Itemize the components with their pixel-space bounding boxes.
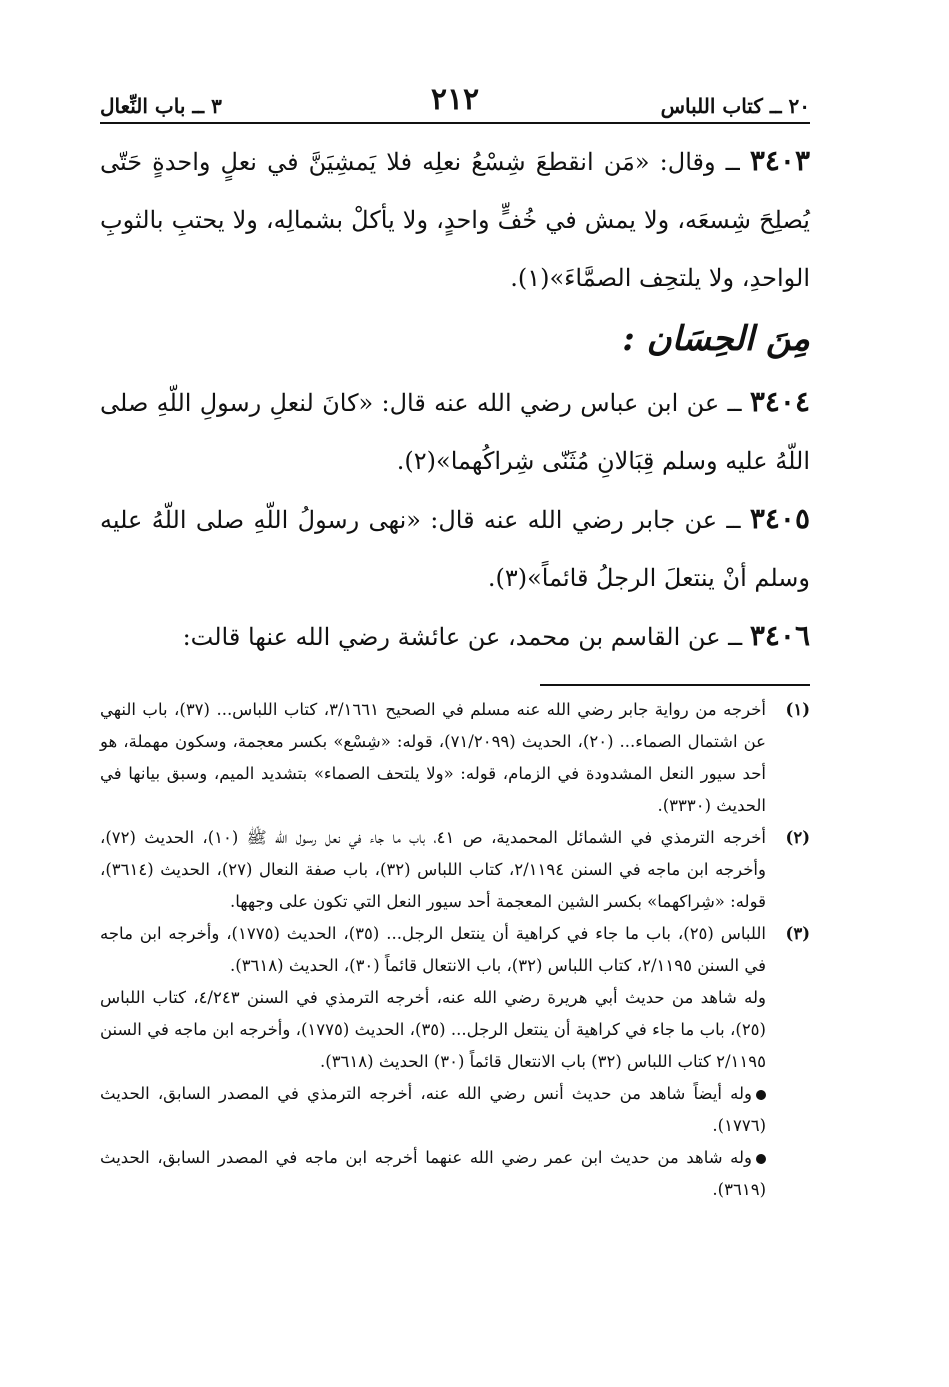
hadith-3403 [100, 132, 810, 307]
footnote-text: أخرجه من رواية جابر رضي الله عنه مسلم في الصحيح ٣/١٦٦١، كتاب اللباس... (٣٧)، باب النهي عن اشتمال الصماء... (٢٠)، الحديث (٧١/٢٠٩٩)، قوله: «شِسْع» بكسر معجمة، وسكون مهملة، هو أحد سيور النعل المشدودة في الزمام، قوله: «ولا يلتحف الصماء» بتشديد الميم، وسبق بيانها في الحديث (٣٣٣٠). [100, 700, 767, 815]
footnote-number: (١) [785, 700, 810, 719]
footnote-bullet-item [100, 1142, 766, 1206]
hadith-text: ــ وقال: «مَن انقطعَ شِسْعُ نعلِه فلا يَمشِيَنَّ في نعلٍ واحدةٍ حَتّى يُصلِحَ شِسعَه، ولا يمش في خُفٍّ واحدٍ، ولا يأكلْ بشمالِه، ولا يحتبِ بالثوبِ الواحدِ، ولا يلتحِف الصمَّاءَ»(١). [100, 148, 810, 292]
chapter-title: ٣ ــ باب النِّعال [100, 94, 222, 118]
hadith-text: ــ عن ابن عباس رضي الله عنه قال: «كانَ لنعلِ رسولِ اللّهِ صلى اللّهُ عليه وسلم قِبَالانِ مُثَنّى شِراكُهما»(٢). [100, 389, 810, 475]
footnote-2 [100, 822, 810, 918]
hadith-number: ٣٤٠٣ [749, 144, 810, 177]
footnote-text: أخرجه الترمذي في الشمائل المحمدية، ص ٤١، باب ما جاء في نعل رسول الله ﷺ (١٠)، الحديث (٧٢)، وأخرجه ابن ماجه في السنن ٢/١١٩٤، كتاب اللباس (٣٢)، باب صفة النعال (٢٧)، الحديث (٣٦١٤)، قوله: «شِراكهما» بكسر الشين المعجمة أحد سيور النعل التي تكون على وجهها. [100, 828, 767, 911]
bullet-icon [756, 1090, 766, 1100]
running-header [100, 78, 810, 124]
book-page [100, 78, 810, 1206]
footnote-bullet-item [100, 1078, 766, 1142]
hadith-text: ــ عن جابر رضي الله عنه قال: «نهى رسولُ اللّهِ صلى اللّهُ عليه وسلم أنْ ينتعلَ الرجلُ قائماً»(٣). [100, 506, 810, 592]
hadith-number: ٣٤٠٦ [749, 619, 810, 652]
hadith-3405 [100, 490, 810, 607]
footnote-number: (٢) [785, 828, 810, 847]
footnote-1 [100, 694, 810, 822]
footnote-text: وله شاهد من حديث ابن عمر رضي الله عنهما أخرجه ابن ماجه في المصدر السابق، الحديث (٣٦١٩). [100, 1148, 766, 1199]
footnote-text: اللباس (٢٥)، باب ما جاء في كراهية أن ينتعل الرجل... (٣٥)، الحديث (١٧٧٥)، وأخرجه ابن ماجه في السنن ٢/١١٩٥، كتاب اللباس (٣٢)، باب الانتعال قائماً (٣٠)، الحديث (٣٦١٨). [100, 924, 766, 975]
page-number: ٢١٢ [430, 82, 480, 117]
hadith-3404 [100, 373, 810, 490]
footnote-text: وله شاهد من حديث أبي هريرة رضي الله عنه، أخرجه الترمذي في السنن ٤/٢٤٣، كتاب اللباس (٢٥)، باب ما جاء في كراهية أن ينتعل الرجل... (٣٥)، الحديث (١٧٧٥)، وأخرجه ابن ماجه في السنن ٢/١١٩٥ كتاب اللباس (٣٢) باب الانتعال قائماً (٣٠) الحديث (٣٦١٨). [100, 988, 766, 1071]
book-title: ٢٠ ــ كتاب اللباس [660, 94, 810, 118]
footnote-3 [100, 918, 810, 1206]
footnote-separator [540, 684, 810, 686]
section-heading: مِنَ الحِسَان : [622, 319, 810, 359]
hadith-text: ــ عن القاسم بن محمد، عن عائشة رضي الله عنها قالت: [182, 623, 743, 651]
hadith-number: ٣٤٠٥ [749, 502, 810, 535]
footnote-text: وله أيضاً شاهد من حديث أنس رضي الله عنه، أخرجه الترمذي في المصدر السابق، الحديث (١٧٧٦). [100, 1084, 766, 1135]
footnote-number: (٣) [785, 924, 810, 943]
bullet-icon [756, 1154, 766, 1164]
hadith-3406 [100, 607, 810, 666]
hadith-number: ٣٤٠٤ [749, 385, 810, 418]
